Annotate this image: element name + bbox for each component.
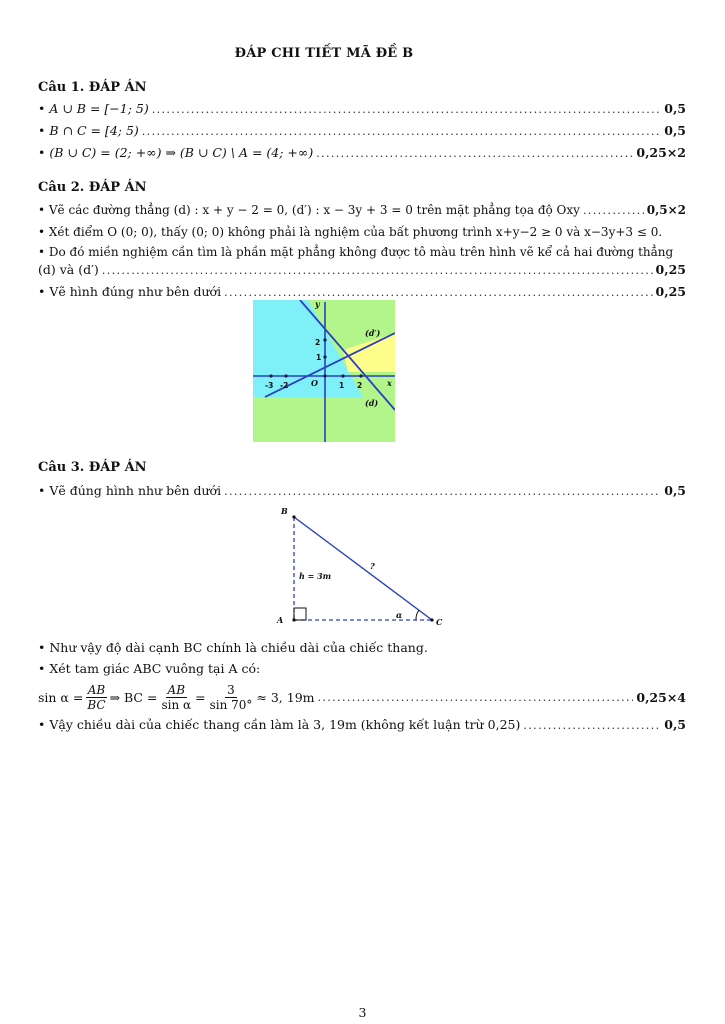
point bbox=[323, 338, 326, 341]
y-axis-label: y bbox=[315, 300, 320, 309]
q1-line-3-score: 0,25×2 bbox=[636, 145, 686, 160]
tick-x-1: 1 bbox=[339, 381, 345, 390]
q2-line-2: • Xét điểm O (0; 0), thấy (0; 0) không phải là nghiệm của bất phương trình x+y−2 ≥ 0 và x−3y+3 ≤ 0. bbox=[38, 225, 663, 239]
leader-dots bbox=[583, 202, 644, 219]
formula-score: 0,25×4 bbox=[636, 689, 686, 705]
origin-label: O bbox=[311, 378, 318, 388]
point bbox=[359, 374, 362, 377]
page-number: 3 bbox=[358, 1005, 367, 1020]
frac-num: AB bbox=[87, 682, 106, 697]
fraction-ab-sin bbox=[159, 683, 193, 712]
fraction-ab-bc bbox=[85, 683, 107, 712]
q2-heading: Câu 2. ĐÁP ÁN bbox=[38, 180, 147, 195]
q3-line-2: • Như vậy độ dài cạnh BC chính là chiều dài của chiếc thang. bbox=[38, 640, 428, 655]
leader-dots bbox=[224, 483, 661, 500]
point bbox=[323, 355, 326, 358]
q2-line-4-text: • Vẽ hình đúng như bên dưới bbox=[38, 284, 222, 299]
q2-line-3a: • Do đó miền nghiệm cần tìm là phần mặt phẳng không được tô màu trên hình vẽ kể cả hai đường thẳng bbox=[38, 245, 674, 259]
q2-line-3b-score: 0,25 bbox=[655, 262, 686, 277]
leader-dots bbox=[102, 262, 653, 279]
q3-line-1-text: • Vẽ đúng hình như bên dưới bbox=[38, 483, 222, 498]
formula-arrow: ⇒ BC = bbox=[109, 689, 158, 705]
triangle-figure bbox=[236, 503, 452, 627]
leader-dots bbox=[318, 689, 634, 706]
q2-line-1-score: 0,5×2 bbox=[646, 203, 686, 217]
right-angle-mark bbox=[294, 608, 306, 620]
formula-eq: = bbox=[195, 689, 206, 705]
frac-den: sin 70° bbox=[209, 697, 253, 712]
label-hyp: ? bbox=[370, 561, 375, 571]
leader-dots bbox=[142, 123, 661, 140]
q1-line-1 bbox=[38, 100, 686, 118]
q2-line-3b bbox=[38, 261, 686, 279]
label-a: A bbox=[277, 615, 284, 625]
leader-dots bbox=[316, 145, 633, 162]
q3-line-3: • Xét tam giác ABC vuông tại A có: bbox=[38, 661, 261, 676]
q1-line-1-score: 0,5 bbox=[664, 101, 686, 116]
q1-heading: Câu 1. ĐÁP ÁN bbox=[38, 80, 147, 95]
label-alpha: α bbox=[396, 610, 403, 620]
side-bc bbox=[294, 517, 432, 620]
tick-y-2: 2 bbox=[315, 338, 321, 347]
q3-line-1 bbox=[38, 482, 686, 500]
leader-dots bbox=[224, 284, 652, 301]
q3-line-4 bbox=[38, 716, 686, 734]
q3-line-1-score: 0,5 bbox=[664, 483, 686, 498]
q2-line-1-text: • Vẽ các đường thẳng (d) : x + y − 2 = 0, (d′) : x − 3y + 3 = 0 trên mặt phẳng tọa độ Oxy bbox=[38, 203, 580, 217]
angle-arc bbox=[416, 610, 419, 620]
x-axis-label: x bbox=[387, 378, 392, 388]
point-a bbox=[292, 618, 295, 621]
fraction-3-sin70 bbox=[208, 683, 255, 712]
label-c: C bbox=[436, 617, 443, 627]
leader-dots bbox=[523, 717, 661, 734]
q3-line-4-score: 0,5 bbox=[664, 717, 686, 732]
q3-line-4-text: • Vậy chiều dài của chiếc thang cần làm là 3, 19m (không kết luận trừ 0,25) bbox=[38, 717, 521, 732]
frac-den: sin α bbox=[161, 697, 192, 712]
frac-num: 3 bbox=[227, 682, 235, 697]
label-b: B bbox=[281, 506, 288, 516]
q1-line-3 bbox=[38, 144, 686, 162]
q2-line-4 bbox=[38, 283, 686, 301]
leader-dots bbox=[152, 101, 662, 118]
point bbox=[284, 374, 287, 377]
frac-num: AB bbox=[167, 682, 186, 697]
q2-line-1 bbox=[38, 202, 686, 219]
q1-line-2-score: 0,5 bbox=[664, 123, 686, 138]
page-title: ĐÁP CHI TIẾT MÃ ĐỀ B bbox=[234, 46, 414, 61]
tick-y-1: 1 bbox=[316, 353, 322, 362]
q3-heading: Câu 3. ĐÁP ÁN bbox=[38, 460, 147, 475]
q1-line-2 bbox=[38, 122, 686, 140]
tick-x-2: 2 bbox=[357, 381, 363, 390]
frac-den: BC bbox=[87, 697, 106, 712]
point bbox=[341, 374, 344, 377]
q3-formula bbox=[38, 681, 686, 713]
q2-line-4-score: 0,25 bbox=[655, 284, 686, 299]
point-c bbox=[430, 618, 433, 621]
formula-lhs: sin α = bbox=[38, 689, 84, 705]
line-dp-label: (d′) bbox=[365, 328, 381, 338]
label-h: h = 3m bbox=[299, 571, 332, 581]
formula-result: ≈ 3, 19m bbox=[256, 689, 315, 705]
point bbox=[323, 374, 326, 377]
tick-x-neg3: -3 bbox=[265, 381, 274, 390]
point bbox=[269, 374, 272, 377]
q2-line-3b-text: (d) và (d′) bbox=[38, 262, 99, 277]
line-d-label: (d) bbox=[365, 398, 379, 408]
inequality-graph bbox=[253, 300, 395, 442]
q1-line-3-text: • (B ∪ C) = (2; +∞) ⇒ (B ∪ C) \ A = (4; +∞) bbox=[38, 145, 314, 160]
tick-x-neg2: -2 bbox=[280, 381, 289, 390]
q1-line-2-text: • B ∩ C = [4; 5) bbox=[38, 123, 139, 138]
point-b bbox=[292, 515, 295, 518]
q1-line-1-text: • A ∪ B = [−1; 5) bbox=[38, 101, 149, 116]
